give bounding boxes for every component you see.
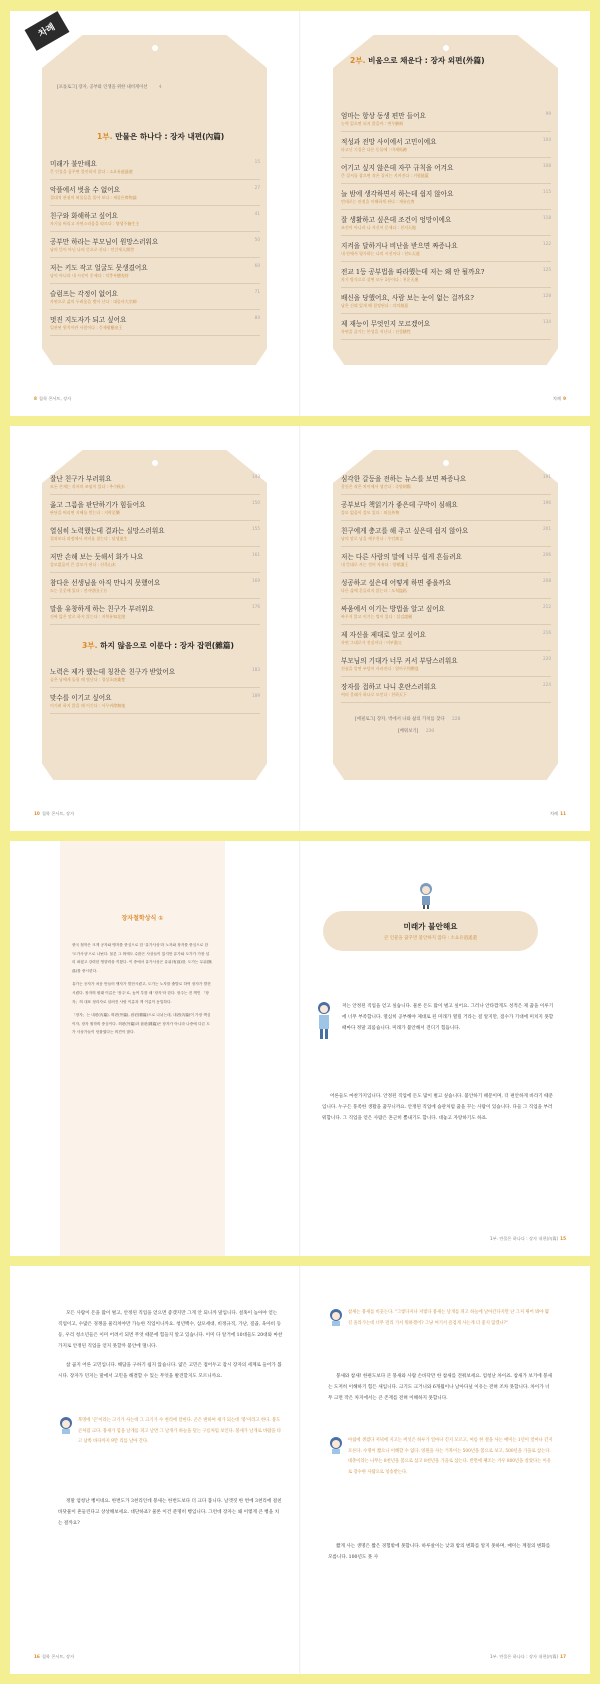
character-icon bbox=[417, 881, 435, 909]
toc-item[interactable]: 잘난 친구가 부러워요 모든 존재는 각자의 쓰임이 있다 : 추수秋水 143 bbox=[50, 471, 260, 495]
toc-item[interactable]: 배신을 당했어요, 사람 보는 눈이 없는 걸까요? 남은 신뢰 있게 해 결정된다 : 각의刻意 128 bbox=[341, 290, 551, 314]
folio-right: 1부. 만물은 하나다 : 장자 내편(內篇) 15 bbox=[489, 1236, 566, 1241]
part2-toc-list bbox=[341, 108, 551, 342]
toc-item[interactable]: 엄마는 항상 동생 편만 들어요 능력 있으면 되지 않을까 : 변무騈拇 99 bbox=[341, 108, 551, 132]
folio-left: 16 철학 콘서트, 장자 bbox=[34, 1654, 75, 1659]
character-icon bbox=[328, 1308, 344, 1326]
toc-item[interactable]: 옳고 그름을 판단하기가 힘들어요 판단을 버리면 지혜를 얻는다 : 지락至樂 150 bbox=[50, 497, 260, 521]
toc-item[interactable]: 맞수를 이기고 싶어요 이기려 하지 않을 때 이긴다 : 서무귀徐無鬼 189 bbox=[50, 690, 260, 714]
spread-chapter-open bbox=[10, 841, 590, 1256]
toc-item[interactable]: 제 재능이 무엇인지 모르겠어요 자연을 즐기는 본성을 지닌다 : 선성繕性 134 bbox=[341, 316, 551, 340]
folio-right: 차례 9 bbox=[552, 396, 566, 401]
chapter-title-pill bbox=[323, 911, 538, 951]
sidebar-panel bbox=[60, 841, 225, 1256]
student-figure-icon bbox=[315, 1001, 333, 1041]
toc-item[interactable]: 지켜을 달하거나 비난을 받으면 짜증나요 내 안에서 평가하는 나의 시선이다 : 천도天道 122 bbox=[341, 238, 551, 262]
body-text: 어른들도 마찬가지입니다. 안정된 직업에 돈도 많이 벌고 싶습니다. 불안하기 때문이며, 더 편안하게 바라기 때문입니다. 누구든 풍족한 생활을 꿈꾸니까요. 안정된 직업에 습관처럼 꿈을 꾸는 사람이 있습니다. 다들 그 직업을 부러워합니다. 그 직업을 얻은 사람은 혼근히 뽐내기도 합니다. 대놓고 자랑하기도 하죠. bbox=[322, 1094, 554, 1121]
toc-item[interactable]: 늘 밤에 생각하면서 하는데 쉽지 않아요 빈데로는 관점을 이해하게 된다 : 재유在宥 115 bbox=[341, 186, 551, 210]
appendix-entry[interactable]: [배워보기] 230 bbox=[398, 729, 435, 734]
toc-item[interactable]: 제 자신을 제대로 알고 싶어요 자연 그대로가 진실이다 : 어부漁父 216 bbox=[341, 627, 551, 651]
prologue-title: 장자, 공부와 인생을 위한 내비게이션 bbox=[78, 85, 148, 90]
quote-block-right-1: 참새는 붕새를 비웃는다. "그렇다지나 저렇다 붕새는 날개를 펴고 하늘에 날아간다지만 난 그저 뛰어 봐야 몇 길 올라가는데 너무 멀리 가서 뭐하겠어? 그냥 여기서 즐겁게 사는게 더 좋지 않겠나?" bbox=[348, 1310, 549, 1326]
toc-item[interactable]: 성공하고 싶은데 어떻게 하면 좋을까요 다른 삶에 흔들리지 않는다 : 도척盜跖 208 bbox=[341, 575, 551, 599]
folio-right: 1부. 만물은 하나다 : 장자 내편(內篇) 17 bbox=[489, 1654, 566, 1659]
toc-item[interactable]: 친구와 화해하고 싶어요 자기를 버리고 자연스러움을 따르다 : 양생주養生主 41 bbox=[50, 208, 260, 232]
part3-title: 3부. 하지 않음으로 이룬다 : 장자 잡편(雜篇) bbox=[82, 641, 234, 650]
toc-item[interactable]: 열심히 노력했는데 결과는 실망스러워요 결과보다 과정에서 의미를 찾는다 : 달생達生 155 bbox=[50, 523, 260, 547]
folio-left: 8 철학 콘서트, 장자 bbox=[34, 396, 72, 401]
part2-toc-list-cont bbox=[50, 471, 260, 627]
toc-item[interactable]: 공부보다 책읽기가 좋은데 구박이 심해요 쓸모 없음이 쓸모 있다 : 외물外物 196 bbox=[341, 497, 551, 521]
toc-item[interactable]: 어기고 싶지 않은데 자꾸 규칙을 어겨요 큰 질서를 잡으면 작은 질서는 지켜진다 : 거협胠篋 108 bbox=[341, 160, 551, 184]
gutter bbox=[299, 1266, 301, 1674]
toc-item[interactable]: 미래가 불안해요 큰 인물을 꿈꾸면 불안하지 않다 : 소요유逍遙遊 15 bbox=[50, 156, 260, 180]
spread-toc-1 bbox=[10, 11, 590, 416]
toc-side-tab: 차례 bbox=[25, 11, 70, 51]
panel-body: 중국 철학은 크게 공자와 맹자를 중심으로 한 '유가사상'과 노자와 장자를 중심으로 한 '도가사상'으로 나뉜다. 물론 그 외에도 수많은 사상들이 있지만 유가와 도가가 가장 널리 퍼졌고 강력한 영향력을 끼쳤다. 이 중에서 유가사상은 유위(有爲)를, 도가는 무위(無爲)를 중시한다. 유가는 공자가 처음 만들어 맹자가 발전시켰고, 도가는 노자를 출발로 하여 장자가 발전시켰다. 장자의 원래 이름은 '장주'로, 높여 부를 때 '장자'라 한다. 장주는 전 책인 「장자」의 대표 정리자로 알려진 사람 이름과 책 이름이 동일하다. 「장자」는 내편(內篇), 외편(外篇), 잡편(雜篇)으로 나뉘는데, 내편(內篇)이 가장 핵심이자, 장자 철학의 중심이다. 외편(外篇)과 잡편(雜篇)은 장자가 아니라 나중에 다른 도가 사상가들이 덧붙였다는 의견이 많다. bbox=[72, 943, 212, 1035]
quote-block-left: 북명에 '곤'이라는 고기가 사는데 그 크기가 수 천리에 달한다. 곤은 변하여 새가 되는데 '붕'이라고 한다. 붕도 곤처럼 크다. 붕새가 힘을 날개를 펴고 날면 그 날개가 하늘을 덮는 구름처럼 보인다. 붕새가 날개로 바람을 타고 남쪽 바다까지 9만 리를 날아 간다. bbox=[78, 1418, 282, 1444]
toc-item[interactable]: 친구에게 충고를 해 주고 싶은데 쉽지 않아요 남의 말로 남을 깨우친다 : 우언寓言 201 bbox=[341, 523, 551, 547]
toc-item[interactable]: 슬럼프는 각정이 없어요 자연으로 삶의 두려움을 벗어 난다 : 대종사大宗師 71 bbox=[50, 286, 260, 310]
part3-toc-list bbox=[50, 664, 260, 716]
panel-title: 장자철학상식 ① bbox=[121, 915, 164, 922]
body-text-left-1: 모든 사람이 돈을 많이 벌고, 안정된 직업을 얻으면 좋겠지만 그게 안 되니까 말입니다. 설혹이 높아야 얻는 직업이고, 수많은 경쟁을 물리쳐야만 가능한 직업이니까요. 청년백수, 삼포세대, 비정규직, 가난, 질곱, 육아비 등등, 우리 청소년들은 이미 어려서 되면 무엇 때문에 힘들지 알고 있습니다. 이미 다 알거에 10대들도 20대와 마찬가지로 안정된 직업을 얻지 못할까 불안에 떨니다. 참 곱지 어른 고민입니다. 해답을 구하기 쉽지 않습니다. 얇은 고민은 접어두고 잠시 장자의 세계로 들어가 봅시다. 장자가 던지는 말에서 고민을 해결할 수 있는 무엇을 발견할지도 모르니까요. bbox=[58, 1311, 283, 1379]
part1-toc-list bbox=[50, 156, 260, 338]
epilogue-entry[interactable]: [에필로그] 장자, 벽에서 나와 삶의 가치를 찾다 228 bbox=[355, 717, 461, 722]
toc-item[interactable]: 노력은 제가 했는데 칭찬은 친구가 받았어요 공은 남에게 돌릴 때 빛난다 : 경상초庚桑楚 183 bbox=[50, 664, 260, 688]
body-text-right-2: 짧게 사는 생명은 짧은 경험밖에 못합니다. 하루살이는 낮과 밤의 변화를 알지 못하며, 매미는 계절의 변화를 모릅니다. 100년도 못 사 bbox=[328, 1544, 551, 1560]
toc-item[interactable]: 저만 손해 보는 듯해서 화가 나요 쓸모없음이 큰 쓸모가 된다 : 산목山木 161 bbox=[50, 549, 260, 573]
toc-item[interactable]: 공부만 하라는 부모님이 원망스러워요 남의 뜻이 아닌 나의 뜻으로 산다 : 인간세人間世 50 bbox=[50, 234, 260, 258]
part2-title: 2부. 비움으로 채운다 : 장자 외편(外篇) bbox=[350, 56, 485, 65]
part1-title: 1부. 만물은 하나다 : 장자 내편(內篇) bbox=[97, 132, 225, 141]
tag-hole bbox=[152, 460, 158, 466]
body-text-right-1: 붕새와 참새! 한편도보다 큰 붕새와 사람 손바닥만 한 참새를 견줘보세요. 엄청난 차이죠. 참새가 보기에 붕새는 도저히 이해하기 힘든 새입니다. 크기도 크거니와 6개월이나 날아다닐 이유는 전혀 조차 못합니다. 차이가 너무 크면 작은 차지에서는 큰 존재를 전혀 이해하지 못합니다. bbox=[328, 1374, 553, 1401]
toc-item[interactable]: 심각한 갈등을 전하는 뉴스를 보면 짜증나요 갈등은 작은 차이에서 생긴다 : 즉양則陽 191 bbox=[341, 471, 551, 495]
gutter bbox=[299, 11, 301, 416]
chapter-title: 미래가 불안해요 bbox=[403, 922, 458, 931]
tag-hole bbox=[152, 45, 158, 51]
gutter bbox=[299, 426, 301, 831]
toc-item[interactable]: 싸움에서 이기는 방법을 알고 싶어요 싸우지 않고 이기는 법이 있다 : 설검說劍 212 bbox=[341, 601, 551, 625]
toc-item[interactable]: 저는 키도 작고 얼굴도 못생겼어요 남이 아니라 내 시선이 문제다 : 덕충부德充符 60 bbox=[50, 260, 260, 284]
spread-toc-2 bbox=[10, 426, 590, 831]
prologue-label: [프롤로그] bbox=[57, 85, 77, 90]
toc-item[interactable]: 전교 1등 공부법을 따라했는데 저는 왜 안 될까요? 자기 방식으로 살면 모두 1등이다 : 천운天運 125 bbox=[341, 264, 551, 288]
toc-item[interactable]: 참다운 선생님을 아직 만나지 못했어요 도는 곳곳에 있다 : 전자방田子方 169 bbox=[50, 575, 260, 599]
folio-left: 10 철학 콘서트, 장자 bbox=[34, 811, 75, 816]
part3-toc-list-cont bbox=[341, 471, 551, 705]
folio-right: 차례 11 bbox=[550, 811, 566, 816]
tag-hole bbox=[443, 460, 449, 466]
gutter bbox=[299, 841, 301, 1256]
question-text: 저는 안정된 직업을 얻고 싶습니다. 물론 돈도 많이 벌고 싶어요. 그러나 안타깝게도 성적은 제 꿈을 이루기에 너무 부족합니다. 열심히 공부해야 제대로 된 미래가 열릴 거라는 걸 알지만, 점수가 기대에 미치지 못할 때마다 정말 괴롭습니다. 미래가 불안해서 견디기 힘듭니다. bbox=[342, 1004, 554, 1031]
toc-item[interactable]: 말을 유창하게 하는 친구가 부러워요 진짜 앎은 말로 하지 않는다 : 지북유知北遊 176 bbox=[50, 601, 260, 625]
quote-block-right-2: 아침에 생겼다 저녁에 지고는 버섯은 하루가 얼마나 긴지 모르고, 여름 한 철을 사는 매미는 1년이 얼마나 긴지 모른다. 수명이 짧으니 이해할 수 없다. 영원을 사는 거북이는 500년을 봄으로 보고, 500년을 가을로 삼는다. 대춘이라는 나무는 8천년을 봄으로 삼고 8천년을 가을로 삼는다. 반면에 팽조는 겨우 800년을 살았다는 이유로 장수한 사람으로 칭송받는다. bbox=[348, 1438, 553, 1475]
prologue-page: 4 bbox=[158, 85, 162, 90]
toc-item[interactable]: 잘 생활하고 싶은데 조건이 엉망이에요 조건이 아니라 나 자신이 문제다 : 천지天地 118 bbox=[341, 212, 551, 236]
toc-item[interactable]: 저는 다른 사람의 말에 너무 쉽게 흔들려요 내 뜻대로 사는 것이 자유다 : 양왕讓王 206 bbox=[341, 549, 551, 573]
toc-item[interactable]: 악플에서 벗을 수 없어요 절대적 관점의 허물들을 풀어 보다 : 제물론齊物論 27 bbox=[50, 182, 260, 206]
toc-item[interactable]: 멋진 지도자가 되고 싶어요 일관된 원칙이란 사람이다 : 응제왕應帝王 84 bbox=[50, 312, 260, 336]
body-text-left-2: 정말 엄청난 뻥이네요. 한번도가 3천리인데 붕새는 한번도보다 더 크다 봅니다. 날갯짓 한 번에 3천리에 걸친 바닷물이 흔들린다고 상상해보세요. 대단하죠? 물론 이건 분명히 뻥입니다. 그런데 장자는 왜 이렇게 큰 뻥을 치는 걸까요? bbox=[58, 1499, 282, 1526]
toc-item[interactable]: 적성과 전망 사이에서 고민이에요 타고난 기질은 다른 동물에 : 마제馬蹄 104 bbox=[341, 134, 551, 158]
chapter-subtitle: 큰 인물을 꿈꾸면 불안하지 않다 : 소요유逍遙遊 bbox=[383, 936, 478, 941]
tag-hole bbox=[443, 45, 449, 51]
toc-item[interactable]: 장자를 접하고 나니 혼란스러워요 여러 갈래가 하나로 모인다 : 천하天下 224 bbox=[341, 679, 551, 703]
character-icon bbox=[58, 1416, 74, 1434]
prologue-entry[interactable] bbox=[57, 84, 162, 90]
spread-body bbox=[10, 1266, 590, 1674]
character-icon bbox=[328, 1436, 344, 1454]
toc-item[interactable]: 부모님의 기대가 너무 커서 부담스러워요 진심을 알면 부담이 사라진다 : 열어구列禦寇 220 bbox=[341, 653, 551, 677]
